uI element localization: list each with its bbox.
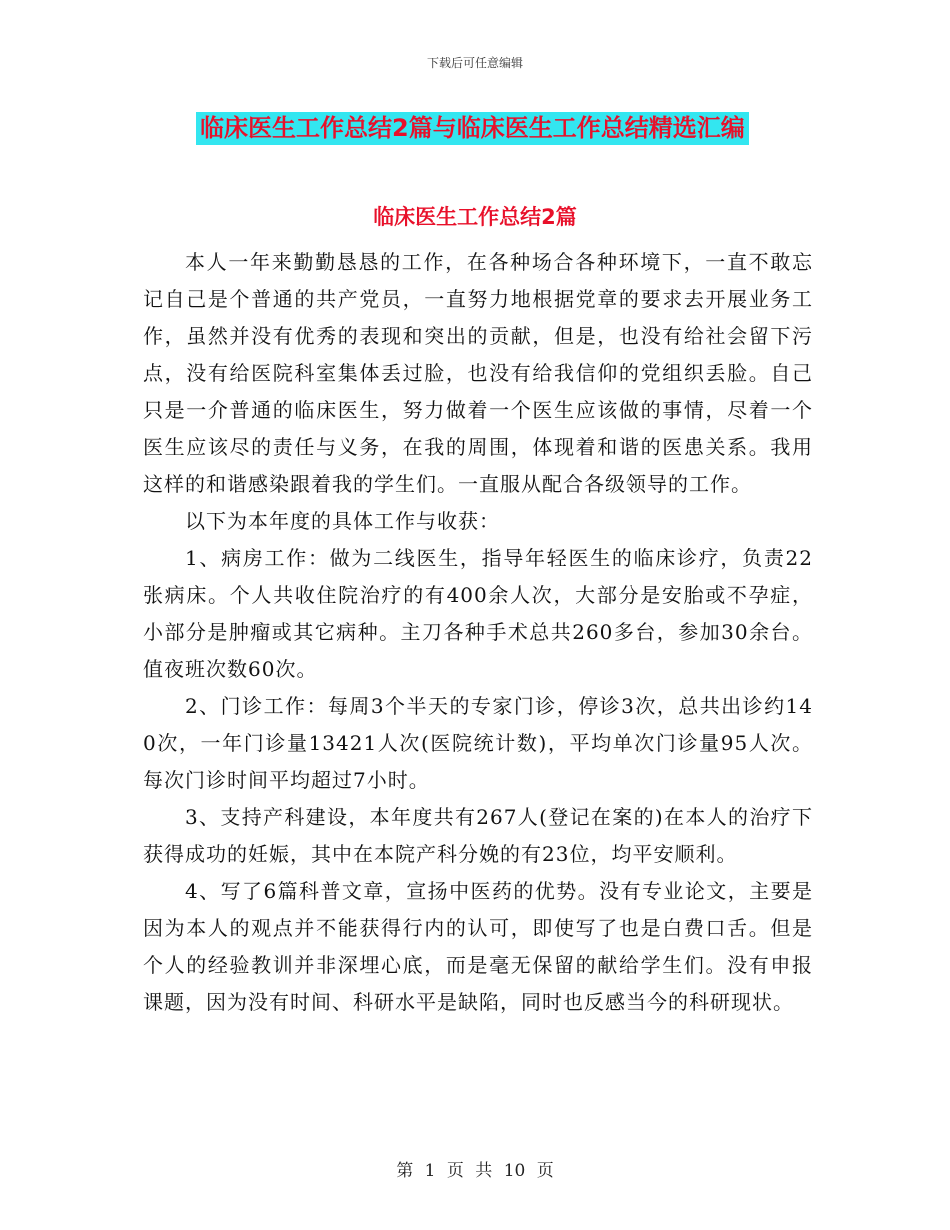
paragraph-clinic-work: 2、门诊工作：每周3个半天的专家门诊，停诊3次，总共出诊约140次，一年门诊量13421人次(医院统计数)，平均单次门诊量95人次。每次门诊时间平均超过7小时。	[143, 694, 813, 792]
document-title: 临床医生工作总结2篇与临床医生工作总结精选汇编	[196, 112, 749, 145]
header-note: 下载后可任意编辑	[426, 56, 523, 70]
paragraph-ward-work: 1、病房工作：做为二线医生，指导年轻医生的临床诊疗，负责22张病床。个人共收住院治疗的有400余人次，大部分是安胎或不孕症，小部分是肿瘤或其它病种。主刀各种手术总共260多台，参加30余台。值夜班次数60次。	[143, 546, 813, 681]
paragraph-summary-lead: 以下为本年度的具体工作与收获：	[185, 509, 500, 533]
page-number-footer: 第 1 页 共 10 页	[396, 1161, 554, 1181]
paragraph-obstetrics: 3、支持产科建设，本年度共有267人(登记在案的)在本人的治疗下获得成功的妊娠，其中在本院产科分娩的有23位，均平安顺利。	[143, 805, 813, 866]
paragraph-articles: 4、写了6篇科普文章，宣扬中医药的优势。没有专业论文，主要是因为本人的观点并不能获得行内的认可，即使写了也是白费口舌。但是个人的经验教训并非深埋心底，而是毫无保留的献给学生们。没有申报课题，因为没有时间、科研水平是缺陷，同时也反感当今的科研现状。	[143, 879, 813, 1014]
section-title: 临床医生工作总结2篇	[373, 205, 577, 229]
document-body	[143, 244, 813, 1021]
paragraph-intro: 本人一年来勤勤恳恳的工作，在各种场合各种环境下，一直不敢忘记自己是个普通的共产党员，一直努力地根据党章的要求去开展业务工作，虽然并没有优秀的表现和突出的贡献，但是，也没有给社会留下污点，没有给医院科室集体丢过脸，也没有给我信仰的党组织丢脸。自己只是一介普通的临床医生，努力做着一个医生应该做的事情，尽着一个医生应该尽的责任与义务，在我的周围，体现着和谐的医患关系。我用这样的和谐感染跟着我的学生们。一直服从配合各级领导的工作。	[143, 250, 813, 496]
